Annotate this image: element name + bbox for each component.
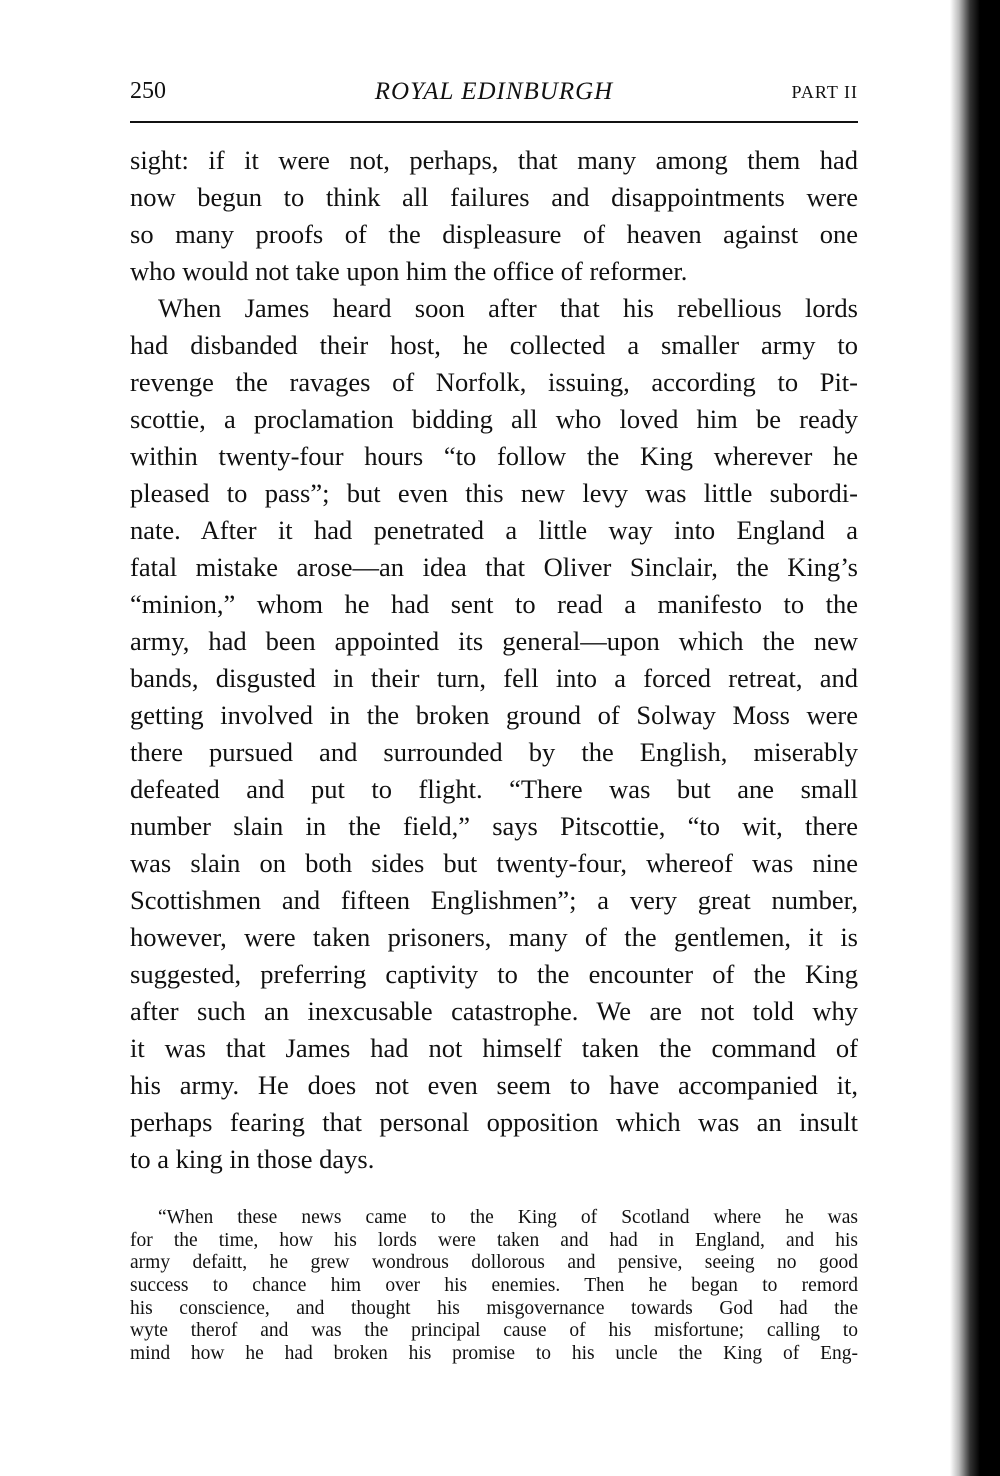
- header-rule: [130, 121, 858, 123]
- text-line: sight: if it were not, perhaps, that many among them had: [130, 145, 858, 175]
- text-line: his army. He does not even seem to have accompanied it,: [130, 1070, 858, 1100]
- text-line: who would not take upon him the office of reformer.: [130, 256, 688, 286]
- text-line: getting involved in the broken ground of Solway Moss were: [130, 700, 858, 730]
- footnote: [130, 1207, 858, 1366]
- footnote-line: army defaitt, he grew wondrous dollorous and pensive, seeing no good: [130, 1252, 858, 1274]
- footnote-line: “When these news came to the King of Scotland where he was: [158, 1207, 858, 1228]
- footnote-line: success to chance him over his enemies. Then he began to remord: [130, 1275, 858, 1297]
- text-line: revenge the ravages of Norfolk, issuing, according to Pit-: [130, 367, 858, 397]
- text-line: had disbanded their host, he collected a smaller army to: [130, 330, 858, 360]
- text-line: was slain on both sides but twenty-four, whereof was nine: [130, 848, 858, 878]
- text-line: scottie, a proclamation bidding all who loved him be ready: [130, 404, 858, 434]
- part-label: PART II: [791, 82, 858, 102]
- page-edge-shadow: [950, 0, 1000, 1476]
- text-line: fatal mistake arose—an idea that Oliver Sinclair, the King’s: [130, 552, 858, 582]
- text-line: suggested, preferring captivity to the encounter of the King: [130, 959, 858, 989]
- text-line: within twenty-four hours “to follow the King wherever he: [130, 441, 858, 471]
- text-line: so many proofs of the displeasure of heaven against one: [130, 219, 858, 249]
- text-line: it was that James had not himself taken the command of: [130, 1033, 858, 1063]
- text-line: defeated and put to flight. “There was but ane small: [130, 774, 858, 804]
- text-line: army, had been appointed its general—upon which the new: [130, 626, 858, 656]
- running-header: [130, 78, 858, 112]
- text-line: pleased to pass”; but even this new levy was little subordi-: [130, 478, 858, 508]
- text-line: “minion,” whom he had sent to read a manifesto to the: [130, 589, 858, 619]
- text-line: however, were taken prisoners, many of the gentlemen, it is: [130, 922, 858, 952]
- text-line: number slain in the field,” says Pitscottie, “to wit, there: [130, 811, 858, 841]
- footnote-line: his conscience, and thought his misgovernance towards God had the: [130, 1297, 858, 1319]
- footnote-line: mind how he had broken his promise to his uncle the King of Eng-: [130, 1343, 858, 1365]
- text-line: there pursued and surrounded by the English, miserably: [130, 737, 858, 767]
- text-line: to a king in those days.: [130, 1144, 375, 1174]
- text-line: When James heard soon after that his rebellious lords: [158, 293, 858, 323]
- footnote-line: for the time, how his lords were taken and had in England, and his: [130, 1229, 858, 1251]
- text-line: perhaps fearing that personal opposition which was an insult: [130, 1107, 858, 1137]
- footnote-line: wyte therof and was the principal cause of his misfortune; calling to: [130, 1320, 858, 1342]
- text-line: bands, disgusted in their turn, fell into a forced retreat, and: [130, 663, 858, 693]
- text-line: nate. After it had penetrated a little way into England a: [130, 515, 858, 545]
- text-line: Scottishmen and fifteen Englishmen”; a very great number,: [130, 885, 858, 915]
- text-line: after such an inexcusable catastrophe. We are not told why: [130, 996, 858, 1026]
- page-number: 250: [130, 78, 166, 104]
- text-line: now begun to think all failures and disappointments were: [130, 182, 858, 212]
- running-title: ROYAL EDINBURGH: [374, 78, 614, 105]
- body-text: [130, 142, 858, 1178]
